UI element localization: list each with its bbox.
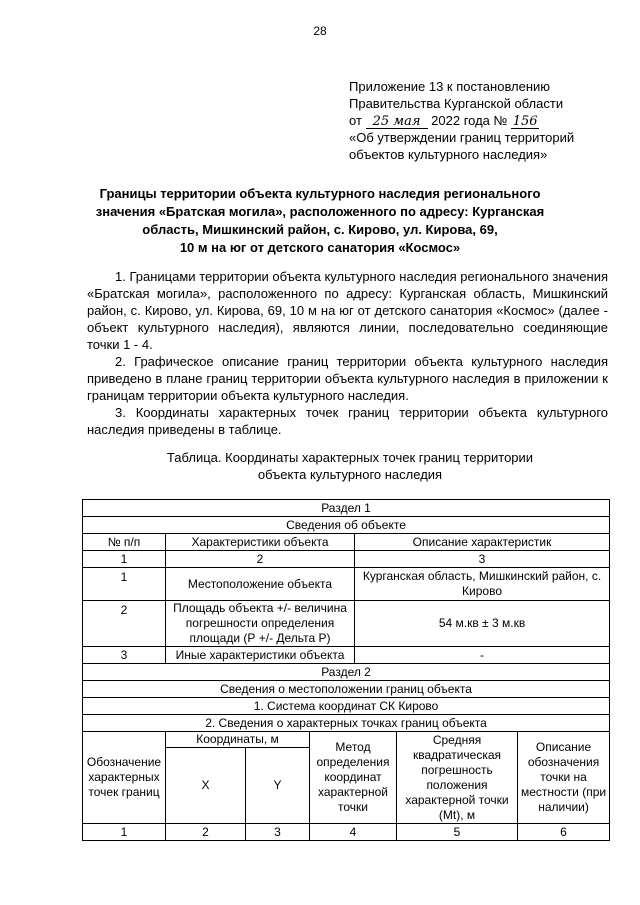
row-num: 1 xyxy=(83,568,166,601)
title-line-1: Границы территории объекта культурного наследия регионального xyxy=(99,186,541,201)
appendix-line-4: «Об утверждении границ территорий xyxy=(349,130,575,145)
header-error: Средняя квадратическая погрешность положения характерной точки (Mt), м xyxy=(397,732,518,824)
row-num: 3 xyxy=(83,647,166,664)
appendix-line-2: Правительства Курганской области xyxy=(349,96,564,111)
document-title xyxy=(60,185,580,257)
date-prefix: от xyxy=(349,113,362,128)
col-number-4: 4 xyxy=(310,824,397,841)
col-number-3: 3 xyxy=(355,551,610,568)
coordinates-table xyxy=(82,499,610,841)
section-2-header: Раздел 2 xyxy=(83,664,610,681)
body-text xyxy=(87,268,608,438)
header-characteristic: Характеристики объекта xyxy=(166,534,355,551)
header-location-description: Описание обозначения точки на местности (при наличии) xyxy=(518,732,610,824)
col-number-1: 1 xyxy=(83,551,166,568)
paragraph-2: 2. Графическое описание границ территории объекта культурного наследия приведено в плане границ территории объекта культурного наследия в приложении к границам территории объекта культурного наследия. xyxy=(87,354,608,403)
row-characteristic: Иные характеристики объекта xyxy=(166,647,355,664)
col-number-1: 1 xyxy=(83,824,166,841)
number-prefix: № xyxy=(493,113,508,128)
row-description: - xyxy=(355,647,610,664)
row-description: Курганская область, Мишкинский район, с. Кирово xyxy=(355,568,610,601)
header-method: Метод определения координат характерной точки xyxy=(310,732,397,824)
table-row xyxy=(83,601,610,647)
row-characteristic: Площадь объекта +/- величина погрешности определения площади (Р +/- Дельта Р) xyxy=(166,601,355,647)
table-caption-line-1: Таблица. Координаты характерных точек границ территории xyxy=(166,450,534,465)
row-characteristic: Местоположение объекта xyxy=(166,568,355,601)
table-row xyxy=(83,647,610,664)
appendix-header xyxy=(349,78,629,163)
section-1-subheader: Сведения об объекте xyxy=(83,517,610,534)
section-2-subheader: Сведения о местоположении границ объекта xyxy=(83,681,610,698)
section-1-header: Раздел 1 xyxy=(83,500,610,517)
points-title: 2. Сведения о характерных точках границ объекта xyxy=(83,715,610,732)
appendix-date-line xyxy=(349,112,629,129)
appendix-line-1: Приложение 13 к постановлению xyxy=(349,79,551,94)
table-caption xyxy=(140,449,560,483)
title-line-2: значения «Братская могила», расположенного по адресу: Курганская xyxy=(95,204,545,219)
page-number: 28 xyxy=(313,24,327,38)
header-x: X xyxy=(166,748,246,824)
col-number-6: 6 xyxy=(518,824,610,841)
header-y: Y xyxy=(246,748,310,824)
handwritten-number: 156 xyxy=(512,114,538,129)
col-number-3: 3 xyxy=(246,824,310,841)
table-caption-line-2: объекта культурного наследия xyxy=(257,467,443,482)
table-row xyxy=(83,568,610,601)
paragraph-1: 1. Границами территории объекта культурного наследия регионального значения «Братская могила», расположенного по адресу: Курганская область, Мишкинский район, с. Кирово, ул. Кирова, 69, 10 м на юг от детского санатория «Космос» (далее - объект культурного наследия), являются линии, последовательно соединяющие точки 1 - 4. xyxy=(87,269,608,352)
date-year: 2022 года xyxy=(431,113,490,128)
col-number-2: 2 xyxy=(166,824,246,841)
header-coordinates: Координаты, м xyxy=(166,732,310,748)
header-point-label: Обозначение характерных точек границ xyxy=(83,732,166,824)
title-line-3: область, Мишкинский район, с. Кирово, ул. Кирова, 69, xyxy=(142,222,498,237)
paragraph-3: 3. Координаты характерных точек границ территории объекта культурного наследия приведены в таблице. xyxy=(87,405,608,437)
appendix-line-5: объектов культурного наследия» xyxy=(349,147,548,162)
coordinate-system: 1. Система координат СК Кирово xyxy=(83,698,610,715)
handwritten-date: 25 мая xyxy=(366,116,428,129)
title-line-4: 10 м на юг от детского санатория «Космос» xyxy=(179,240,461,255)
col-number-5: 5 xyxy=(397,824,518,841)
col-number-2: 2 xyxy=(166,551,355,568)
header-description: Описание характеристик xyxy=(355,534,610,551)
row-num: 2 xyxy=(83,601,166,647)
row-description: 54 м.кв ± 3 м.кв xyxy=(355,601,610,647)
header-num: № п/п xyxy=(83,534,166,551)
